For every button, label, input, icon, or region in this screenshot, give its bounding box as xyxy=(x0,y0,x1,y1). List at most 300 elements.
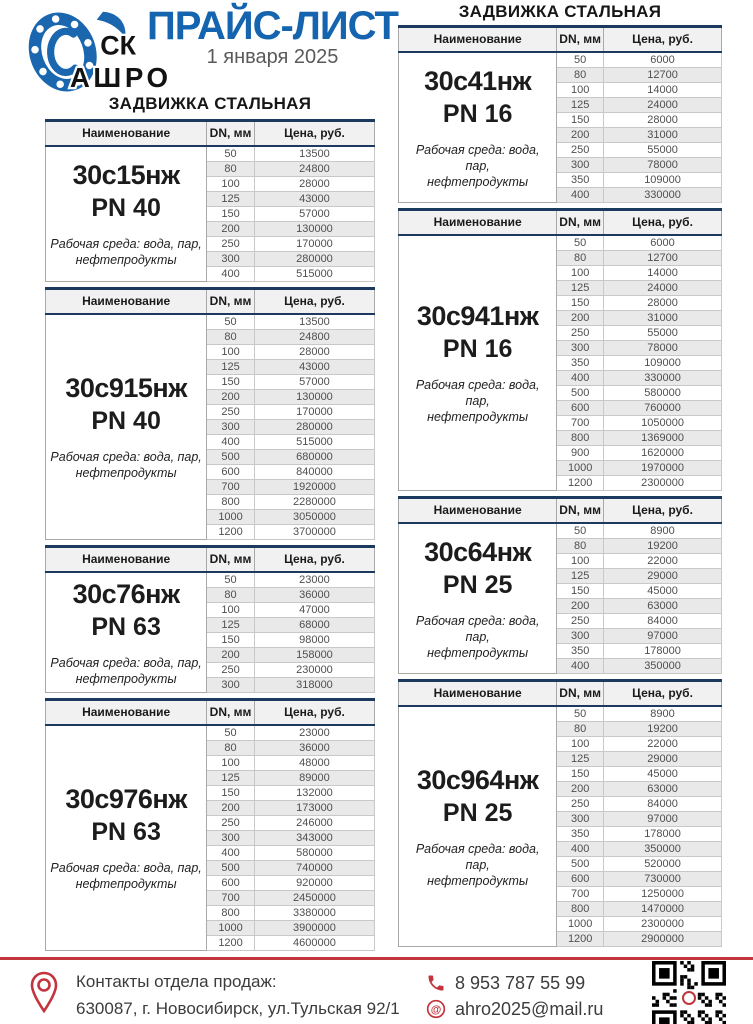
price-table-3 xyxy=(45,545,375,693)
dn-value: 100 xyxy=(207,177,255,192)
dn-value: 100 xyxy=(557,554,604,569)
price-value: 1050000 xyxy=(604,416,722,431)
dn-value: 600 xyxy=(207,465,255,480)
product-model: 30с64нж xyxy=(424,536,532,567)
product-cell xyxy=(46,725,207,951)
column-header-price: Цена, руб. xyxy=(604,681,722,707)
price-value: 343000 xyxy=(254,831,374,846)
dn-value: 200 xyxy=(207,648,255,663)
logo-text-line2: АШРО xyxy=(69,61,170,93)
dn-value: 125 xyxy=(207,192,255,207)
price-value: 230000 xyxy=(254,663,374,678)
dn-value: 1000 xyxy=(557,917,604,932)
price-value: 280000 xyxy=(254,252,374,267)
price-value: 89000 xyxy=(254,771,374,786)
dn-value: 80 xyxy=(557,722,604,737)
dn-value: 100 xyxy=(207,603,255,618)
price-value: 3700000 xyxy=(254,525,374,540)
product-medium xyxy=(50,655,202,687)
price-value: 78000 xyxy=(604,341,722,356)
product-pn: PN 16 xyxy=(442,99,513,128)
column-header-dn: DN, мм xyxy=(207,121,255,147)
product-medium-line1: Рабочая среда: вода, пар, xyxy=(50,655,202,670)
dn-value: 1200 xyxy=(557,932,604,947)
dn-value: 125 xyxy=(207,618,255,633)
product-model: 30с964нж xyxy=(416,764,539,795)
price-value: 63000 xyxy=(604,599,722,614)
price-value: 14000 xyxy=(604,83,722,98)
price-value: 130000 xyxy=(254,222,374,237)
email-address: ahro2025@mail.ru xyxy=(455,998,604,1019)
dn-value: 350 xyxy=(557,173,604,188)
dn-value: 700 xyxy=(557,416,604,431)
logo-text-line1: СК xyxy=(100,30,136,61)
price-value: 24800 xyxy=(254,162,374,177)
product-medium-line1: Рабочая среда: вода, пар, xyxy=(415,841,540,872)
section-heading-right: ЗАДВИЖКА СТАЛЬНАЯ xyxy=(458,2,662,21)
price-value: 43000 xyxy=(254,192,374,207)
table-row xyxy=(399,523,722,539)
dn-value: 125 xyxy=(557,752,604,767)
price-value: 13500 xyxy=(254,314,374,330)
dn-value: 400 xyxy=(207,435,255,450)
dn-value: 100 xyxy=(207,756,255,771)
dn-value: 1000 xyxy=(207,510,255,525)
price-value: 730000 xyxy=(604,872,722,887)
price-value: 680000 xyxy=(254,450,374,465)
product-cell xyxy=(46,314,207,540)
price-value: 57000 xyxy=(254,207,374,222)
table-row xyxy=(46,314,375,330)
product-medium xyxy=(403,841,552,889)
product-model: 30с976нж xyxy=(65,784,187,814)
price-value: 24000 xyxy=(604,281,722,296)
product-medium xyxy=(50,236,202,268)
price-value: 36000 xyxy=(254,588,374,603)
price-value: 1250000 xyxy=(604,887,722,902)
dn-value: 300 xyxy=(557,812,604,827)
dn-value: 80 xyxy=(557,539,604,554)
dn-value: 200 xyxy=(557,782,604,797)
dn-value: 150 xyxy=(207,375,255,390)
dn-value: 700 xyxy=(557,887,604,902)
phone-email-block xyxy=(426,970,603,1022)
dn-value: 250 xyxy=(207,816,255,831)
product-model: 30с76нж xyxy=(72,578,180,609)
price-value: 68000 xyxy=(254,618,374,633)
qr-pattern xyxy=(652,961,726,1024)
dn-value: 800 xyxy=(557,431,604,446)
dn-value: 200 xyxy=(557,311,604,326)
price-value: 4600000 xyxy=(254,936,374,951)
price-value: 280000 xyxy=(254,420,374,435)
product-medium-line2: нефтепродукты xyxy=(427,410,529,424)
price-value: 1970000 xyxy=(604,461,722,476)
phone-icon xyxy=(426,973,446,993)
column-header-name: Наименование xyxy=(46,289,207,315)
price-value: 740000 xyxy=(254,861,374,876)
column-header-price: Цена, руб. xyxy=(604,210,722,236)
dn-value: 200 xyxy=(557,128,604,143)
column-header-dn: DN, мм xyxy=(207,289,255,315)
price-value: 580000 xyxy=(604,386,722,401)
price-value: 6000 xyxy=(604,235,722,251)
price-value: 13500 xyxy=(254,146,374,162)
dn-value: 125 xyxy=(557,98,604,113)
dn-value: 200 xyxy=(557,599,604,614)
dn-value: 50 xyxy=(207,314,255,330)
price-value: 173000 xyxy=(254,801,374,816)
price-value: 45000 xyxy=(604,767,722,782)
price-value: 520000 xyxy=(604,857,722,872)
price-value: 515000 xyxy=(254,435,374,450)
price-value: 12700 xyxy=(604,251,722,266)
dn-value: 125 xyxy=(207,360,255,375)
dn-value: 800 xyxy=(207,906,255,921)
price-value: 47000 xyxy=(254,603,374,618)
dn-value: 350 xyxy=(557,827,604,842)
dn-value: 200 xyxy=(207,801,255,816)
dn-value: 350 xyxy=(557,356,604,371)
dn-value: 150 xyxy=(207,786,255,801)
product-cell xyxy=(399,523,557,674)
product-medium-line1: Рабочая среда: вода, пар, xyxy=(50,450,202,464)
price-value: 14000 xyxy=(604,266,722,281)
product-cell xyxy=(399,706,557,947)
dn-value: 50 xyxy=(557,706,604,722)
product-cell xyxy=(399,235,557,491)
dn-value: 250 xyxy=(557,143,604,158)
price-value: 1470000 xyxy=(604,902,722,917)
dn-value: 400 xyxy=(557,371,604,386)
price-value: 19200 xyxy=(604,539,722,554)
dn-value: 100 xyxy=(207,345,255,360)
qr-code xyxy=(652,961,726,1024)
dn-value: 1200 xyxy=(557,476,604,491)
product-model: 30с15нж xyxy=(72,160,180,190)
price-value: 8900 xyxy=(604,523,722,539)
table-row xyxy=(399,706,722,722)
price-value: 3050000 xyxy=(254,510,374,525)
column-header-price: Цена, руб. xyxy=(254,289,374,315)
product-cell xyxy=(46,146,207,282)
dn-value: 125 xyxy=(557,569,604,584)
price-value: 55000 xyxy=(604,143,722,158)
dn-value: 400 xyxy=(557,842,604,857)
price-value: 12700 xyxy=(604,68,722,83)
price-value: 24800 xyxy=(254,330,374,345)
footer xyxy=(0,960,753,1024)
dn-value: 300 xyxy=(207,252,255,267)
dn-value: 200 xyxy=(207,390,255,405)
column-header-name: Наименование xyxy=(46,547,207,573)
table-row xyxy=(46,572,375,588)
dn-value: 80 xyxy=(207,588,255,603)
price-value: 84000 xyxy=(604,797,722,812)
left-column-tables xyxy=(45,119,375,956)
price-value: 22000 xyxy=(604,737,722,752)
product-medium xyxy=(403,613,552,661)
dn-value: 250 xyxy=(207,405,255,420)
column-header-dn: DN, мм xyxy=(207,547,255,573)
price-value: 1620000 xyxy=(604,446,722,461)
price-value: 28000 xyxy=(254,177,374,192)
price-value: 246000 xyxy=(254,816,374,831)
dn-value: 1200 xyxy=(207,525,255,540)
dn-value: 150 xyxy=(557,584,604,599)
dn-value: 250 xyxy=(207,237,255,252)
price-value: 920000 xyxy=(254,876,374,891)
contacts-address: 630087, г. Новосибирск, ул.Тульская 92/1 xyxy=(76,999,400,1018)
product-model: 30с915нж xyxy=(65,373,187,403)
price-value: 98000 xyxy=(254,633,374,648)
dn-value: 50 xyxy=(207,725,255,741)
product-medium-line1: Рабочая среда: вода, пар, xyxy=(50,237,202,251)
column-header-name: Наименование xyxy=(46,121,207,147)
table-row xyxy=(46,725,375,741)
product-medium-line2: нефтепродукты xyxy=(427,873,529,888)
price-table-7 xyxy=(398,496,722,674)
right-column-tables xyxy=(398,25,722,952)
product-pn: PN 16 xyxy=(442,335,513,363)
contacts-block xyxy=(28,968,400,1022)
dn-value: 300 xyxy=(557,341,604,356)
price-value: 31000 xyxy=(604,128,722,143)
product-pn: PN 25 xyxy=(442,570,513,599)
price-value: 580000 xyxy=(254,846,374,861)
product-medium-line1: Рабочая среда: вода, пар, xyxy=(415,378,540,408)
price-value: 48000 xyxy=(254,756,374,771)
product-medium-line2: нефтепродукты xyxy=(75,877,177,891)
price-value: 2300000 xyxy=(604,476,722,491)
price-table-6 xyxy=(398,208,722,491)
table-row xyxy=(399,52,722,68)
dn-value: 400 xyxy=(557,659,604,674)
section-heading-left: ЗАДВИЖКА СТАЛЬНАЯ xyxy=(108,94,312,113)
price-value: 840000 xyxy=(254,465,374,480)
dn-value: 200 xyxy=(207,222,255,237)
product-medium-line1: Рабочая среда: вода, пар, xyxy=(415,613,540,644)
location-pin-icon xyxy=(28,969,62,1022)
dn-value: 250 xyxy=(557,614,604,629)
price-value: 3380000 xyxy=(254,906,374,921)
dn-value: 300 xyxy=(207,831,255,846)
contacts-label: Контакты отдела продаж: xyxy=(76,972,277,991)
dn-value: 800 xyxy=(207,495,255,510)
dn-value: 80 xyxy=(207,330,255,345)
dn-value: 100 xyxy=(557,266,604,281)
dn-value: 500 xyxy=(207,450,255,465)
product-medium-line2: нефтепродукты xyxy=(75,253,177,267)
price-value: 158000 xyxy=(254,648,374,663)
column-header-dn: DN, мм xyxy=(557,681,604,707)
dn-value: 125 xyxy=(207,771,255,786)
price-table-1 xyxy=(45,119,375,282)
dn-value: 150 xyxy=(557,113,604,128)
dn-value: 80 xyxy=(557,251,604,266)
price-value: 22000 xyxy=(604,554,722,569)
dn-value: 500 xyxy=(557,386,604,401)
column-header-price: Цена, руб. xyxy=(254,700,374,726)
dn-value: 50 xyxy=(207,146,255,162)
column-header-price: Цена, руб. xyxy=(604,27,722,53)
price-value: 28000 xyxy=(254,345,374,360)
price-value: 130000 xyxy=(254,390,374,405)
dn-value: 80 xyxy=(207,741,255,756)
price-value: 330000 xyxy=(604,371,722,386)
price-value: 178000 xyxy=(604,827,722,842)
price-value: 350000 xyxy=(604,659,722,674)
price-value: 78000 xyxy=(604,158,722,173)
dn-value: 125 xyxy=(557,281,604,296)
dn-value: 400 xyxy=(207,846,255,861)
product-medium xyxy=(50,449,202,481)
dn-value: 300 xyxy=(557,158,604,173)
price-value: 2450000 xyxy=(254,891,374,906)
price-value: 109000 xyxy=(604,173,722,188)
price-table-2 xyxy=(45,287,375,540)
product-model: 30с41нж xyxy=(424,65,532,96)
price-value: 109000 xyxy=(604,356,722,371)
dn-value: 300 xyxy=(207,420,255,435)
product-medium-line2: нефтепродукты xyxy=(75,466,177,480)
dn-value: 1200 xyxy=(207,936,255,951)
dn-value: 800 xyxy=(557,902,604,917)
dn-value: 250 xyxy=(557,797,604,812)
price-value: 63000 xyxy=(604,782,722,797)
dn-value: 1000 xyxy=(207,921,255,936)
price-value: 2300000 xyxy=(604,917,722,932)
product-medium xyxy=(403,142,552,190)
price-value: 178000 xyxy=(604,644,722,659)
price-value: 350000 xyxy=(604,842,722,857)
product-medium xyxy=(403,377,552,425)
price-value: 55000 xyxy=(604,326,722,341)
price-value: 170000 xyxy=(254,237,374,252)
price-value: 318000 xyxy=(254,678,374,693)
product-cell xyxy=(46,572,207,693)
column-header-dn: DN, мм xyxy=(557,27,604,53)
svg-text:@: @ xyxy=(430,1003,442,1016)
column-header-name: Наименование xyxy=(46,700,207,726)
product-medium-line2: нефтепродукты xyxy=(75,671,177,686)
dn-value: 50 xyxy=(557,52,604,68)
price-value: 29000 xyxy=(604,752,722,767)
dn-value: 300 xyxy=(207,678,255,693)
price-value: 23000 xyxy=(254,725,374,741)
dn-value: 1000 xyxy=(557,461,604,476)
dn-value: 150 xyxy=(207,633,255,648)
product-medium-line2: нефтепродукты xyxy=(427,645,529,660)
price-value: 28000 xyxy=(604,296,722,311)
dn-value: 250 xyxy=(557,326,604,341)
product-pn: PN 40 xyxy=(91,194,161,222)
product-model: 30с941нж xyxy=(416,301,539,331)
column-header-name: Наименование xyxy=(399,27,557,53)
table-row xyxy=(399,235,722,251)
price-value: 36000 xyxy=(254,741,374,756)
email-icon xyxy=(426,999,446,1019)
dn-value: 500 xyxy=(207,861,255,876)
price-date: 1 января 2025 xyxy=(206,46,339,68)
price-value: 2280000 xyxy=(254,495,374,510)
dn-value: 150 xyxy=(207,207,255,222)
price-value: 3900000 xyxy=(254,921,374,936)
product-medium-line1: Рабочая среда: вода, пар, xyxy=(50,861,202,875)
price-table-8 xyxy=(398,679,722,947)
column-header-dn: DN, мм xyxy=(207,700,255,726)
price-value: 170000 xyxy=(254,405,374,420)
product-medium xyxy=(50,860,202,892)
dn-value: 80 xyxy=(207,162,255,177)
price-value: 28000 xyxy=(604,113,722,128)
title-block xyxy=(110,4,435,68)
price-value: 97000 xyxy=(604,629,722,644)
price-value: 43000 xyxy=(254,360,374,375)
price-value: 2900000 xyxy=(604,932,722,947)
column-header-price: Цена, руб. xyxy=(254,121,374,147)
column-header-price: Цена, руб. xyxy=(254,547,374,573)
price-value: 29000 xyxy=(604,569,722,584)
dn-value: 700 xyxy=(207,480,255,495)
dn-value: 50 xyxy=(207,572,255,588)
product-medium-line2: нефтепродукты xyxy=(427,174,529,189)
column-header-name: Наименование xyxy=(399,210,557,236)
dn-value: 700 xyxy=(207,891,255,906)
product-pn: PN 40 xyxy=(91,407,161,435)
dn-value: 600 xyxy=(207,876,255,891)
price-value: 31000 xyxy=(604,311,722,326)
dn-value: 250 xyxy=(207,663,255,678)
dn-value: 100 xyxy=(557,83,604,98)
column-header-dn: DN, мм xyxy=(557,210,604,236)
price-value: 8900 xyxy=(604,706,722,722)
price-value: 1369000 xyxy=(604,431,722,446)
dn-value: 300 xyxy=(557,629,604,644)
product-medium-line1: Рабочая среда: вода, пар, xyxy=(415,142,540,173)
dn-value: 350 xyxy=(557,644,604,659)
price-value: 515000 xyxy=(254,267,374,282)
dn-value: 500 xyxy=(557,857,604,872)
column-header-dn: DN, мм xyxy=(557,498,604,524)
price-value: 45000 xyxy=(604,584,722,599)
price-value: 97000 xyxy=(604,812,722,827)
dn-value: 150 xyxy=(557,296,604,311)
price-table-4 xyxy=(45,698,375,951)
price-value: 84000 xyxy=(604,614,722,629)
product-pn: PN 63 xyxy=(91,612,161,641)
column-header-price: Цена, руб. xyxy=(604,498,722,524)
product-cell xyxy=(399,52,557,203)
price-value: 23000 xyxy=(254,572,374,588)
dn-value: 400 xyxy=(557,188,604,203)
dn-value: 150 xyxy=(557,767,604,782)
column-header-name: Наименование xyxy=(399,681,557,707)
table-row xyxy=(46,146,375,162)
dn-value: 600 xyxy=(557,872,604,887)
price-value: 330000 xyxy=(604,188,722,203)
dn-value: 50 xyxy=(557,235,604,251)
phone-number: 8 953 787 55 99 xyxy=(455,972,586,993)
price-value: 1920000 xyxy=(254,480,374,495)
column-header-name: Наименование xyxy=(399,498,557,524)
price-value: 19200 xyxy=(604,722,722,737)
dn-value: 50 xyxy=(557,523,604,539)
price-value: 132000 xyxy=(254,786,374,801)
price-value: 57000 xyxy=(254,375,374,390)
dn-value: 900 xyxy=(557,446,604,461)
dn-value: 100 xyxy=(557,737,604,752)
